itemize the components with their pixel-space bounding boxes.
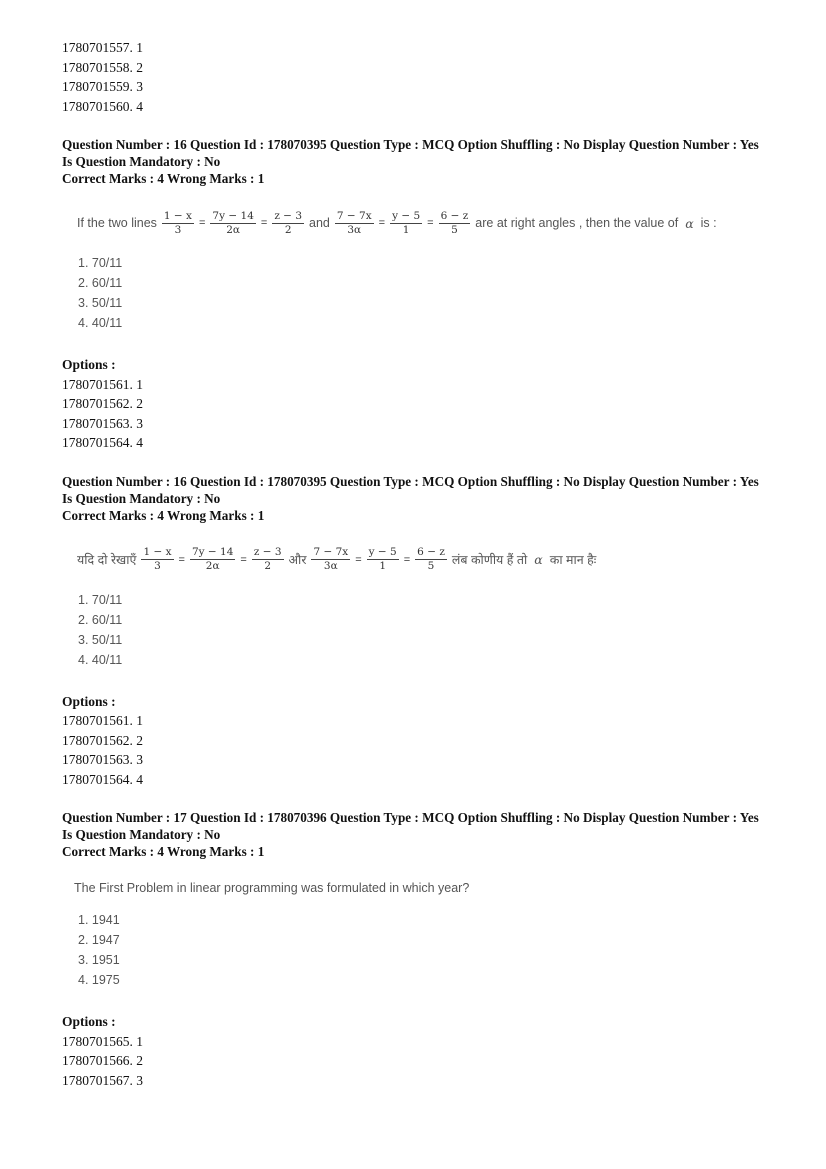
option-id-line: 1780701561. 1 bbox=[62, 713, 143, 728]
fraction: $\frac{1 - x}{3}$ bbox=[143, 546, 172, 572]
question-prefix: If the two lines bbox=[77, 216, 157, 230]
options-title: Options : bbox=[62, 357, 116, 372]
answer-choices bbox=[74, 253, 782, 333]
fraction: $\frac{1 - x}{3}$ bbox=[163, 209, 192, 236]
answer-choice: 3. 50/11 bbox=[78, 632, 123, 647]
answer-choice: 4. 1975 bbox=[78, 973, 120, 987]
equals-sign: = bbox=[378, 217, 386, 229]
fraction: $\frac{z - 3}{2}$ bbox=[274, 209, 302, 236]
answer-choice: 3. 50/11 bbox=[78, 296, 123, 310]
answer-choice: 1. 70/11 bbox=[78, 256, 123, 270]
question-header: Question Number : 16 Question Id : 178070395 Question Type : MCQ Option Shuffling : No Display Question Number : Yes bbox=[62, 137, 759, 152]
option-id-line: 1780701566. 2 bbox=[62, 1053, 143, 1068]
fraction: $\frac{6 - z}{5}$ bbox=[417, 546, 445, 572]
fraction: $\frac{7y - 14}{2\alpha}$ bbox=[212, 209, 254, 236]
fraction: $\frac{7 - 7x}{3\alpha}$ bbox=[313, 546, 349, 572]
answer-choice: 1. 70/11 bbox=[78, 592, 123, 607]
option-id-line: 1780701558. 2 bbox=[62, 59, 143, 75]
fraction: $\frac{7 - 7x}{3\alpha}$ bbox=[336, 209, 372, 236]
question-header: Question Number : 17 Question Id : 178070396 Question Type : MCQ Option Shuffling : No Display Question Number : Yes bbox=[62, 810, 759, 825]
document-page bbox=[62, 38, 782, 1110]
question-image bbox=[62, 542, 782, 670]
equals-sign: = bbox=[355, 553, 362, 566]
fraction: $\frac{z - 3}{2}$ bbox=[253, 546, 282, 572]
question-suffix: are at right angles , then the value of bbox=[475, 216, 679, 230]
marks-line: Correct Marks : 4 Wrong Marks : 1 bbox=[62, 844, 265, 859]
answer-choice: 4. 40/11 bbox=[78, 652, 123, 667]
options-title: Options : bbox=[62, 693, 116, 709]
question-text bbox=[74, 205, 782, 241]
options-title: Options : bbox=[62, 1014, 116, 1029]
question-connector: और bbox=[288, 553, 307, 567]
equals-sign: = bbox=[178, 553, 185, 566]
option-id-line: 1780701564. 4 bbox=[62, 771, 143, 787]
option-id-line: 1780701564. 4 bbox=[62, 435, 143, 450]
mandatory-line: Is Question Mandatory : No bbox=[62, 490, 221, 506]
answer-choice: 2. 1947 bbox=[78, 933, 120, 947]
equals-sign: = bbox=[427, 217, 434, 229]
option-id-line: 1780701565. 1 bbox=[62, 1033, 143, 1049]
option-id-line: 1780701563. 3 bbox=[62, 415, 143, 431]
option-id-line: 1780701567. 3 bbox=[62, 1072, 143, 1088]
answer-choice: 2. 60/11 bbox=[78, 612, 123, 627]
option-id-line: 1780701562. 2 bbox=[62, 396, 143, 411]
equals-sign: = bbox=[260, 217, 268, 229]
answer-choices bbox=[74, 590, 782, 670]
marks-line: Correct Marks : 4 Wrong Marks : 1 bbox=[62, 507, 265, 523]
mandatory-line: Is Question Mandatory : No bbox=[62, 154, 221, 169]
question-header: Question Number : 16 Question Id : 178070395 Question Type : MCQ Option Shuffling : No Display Question Number : Yes bbox=[62, 473, 759, 489]
previous-question-options bbox=[62, 38, 782, 116]
question-suffix: लंब कोणीय हैं तो bbox=[451, 553, 528, 567]
question-image bbox=[62, 205, 782, 333]
answer-choice: 1. 1941 bbox=[78, 913, 120, 927]
question-text bbox=[74, 542, 782, 578]
option-id-line: 1780701562. 2 bbox=[62, 732, 143, 748]
question-prefix: यदि दो रेखाएँ bbox=[77, 553, 137, 567]
answer-choices bbox=[74, 910, 782, 990]
option-id-line: 1780701563. 3 bbox=[62, 752, 143, 767]
option-id-line: 1780701560. 4 bbox=[62, 98, 143, 114]
option-id-line: 1780701559. 3 bbox=[62, 79, 143, 94]
answer-choice: 4. 40/11 bbox=[78, 316, 123, 330]
answer-choice: 2. 60/11 bbox=[78, 276, 123, 290]
mandatory-line: Is Question Mandatory : No bbox=[62, 827, 221, 842]
option-id-line: 1780701557. 1 bbox=[62, 40, 143, 55]
question-text: The First Problem in linear programming was formulated in which year? bbox=[74, 881, 470, 895]
fraction: $\frac{y - 5}{1}$ bbox=[368, 546, 397, 572]
question-17 bbox=[62, 809, 782, 1090]
fraction: $\frac{y - 5}{1}$ bbox=[392, 209, 421, 236]
question-16-hindi bbox=[62, 473, 782, 790]
answer-choice: 3. 1951 bbox=[78, 953, 120, 967]
fraction: $\frac{6 - z}{5}$ bbox=[440, 209, 469, 236]
alpha-symbol: α bbox=[534, 552, 543, 567]
equals-sign: = bbox=[240, 553, 247, 566]
question-16-english bbox=[62, 136, 782, 453]
question-tail: is : bbox=[700, 216, 717, 230]
alpha-symbol: α bbox=[685, 215, 694, 231]
fraction: $\frac{7y - 14}{2\alpha}$ bbox=[191, 546, 234, 572]
option-id-line: 1780701561. 1 bbox=[62, 376, 143, 392]
equals-sign: = bbox=[198, 217, 206, 229]
marks-line: Correct Marks : 4 Wrong Marks : 1 bbox=[62, 171, 265, 186]
question-image bbox=[62, 878, 782, 990]
question-connector: and bbox=[309, 216, 330, 230]
question-tail: का मान हैः bbox=[549, 553, 597, 567]
equals-sign: = bbox=[403, 553, 411, 566]
